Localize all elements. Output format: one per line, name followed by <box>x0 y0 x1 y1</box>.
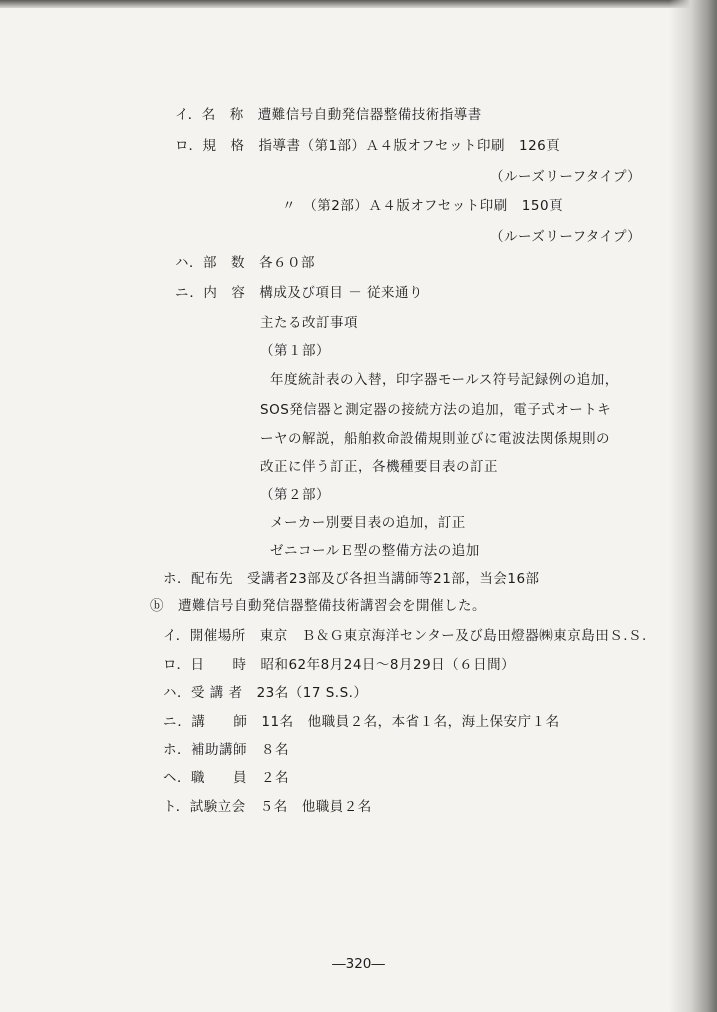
part-1-text-2: SOS発信器と測定器の接続方法の追加，電子式オートキ <box>260 402 612 418</box>
item-spec-note-1: （ルーズリーフタイプ） <box>490 169 642 185</box>
item-content-line: ニ．内 容 構成及び項目 － 従来通り <box>175 285 423 301</box>
assistant-lecturers-line: ホ．補助講師 ８名 <box>163 742 289 758</box>
part-1-text-3: ーヤの解説，船舶救命設備規則並びに電波法関係規則の <box>260 431 610 447</box>
part-1-text-1: 年度統計表の入替，印字器モールス符号記録例の追加， <box>270 372 619 388</box>
revision-heading: 主たる改訂事項 <box>260 315 358 331</box>
staff-line: ヘ．職 員 ２名 <box>163 770 289 786</box>
part-2-heading: （第２部） <box>260 487 330 503</box>
part-1-text-4: 改正に伴う訂正，各機種要目表の訂正 <box>260 459 498 475</box>
exam-witness-line: ト．試験立会 ５名 他職員２名 <box>163 799 372 815</box>
lecturers-line: ニ．講 師 11名 他職員２名，本省１名，海上保安庁１名 <box>163 714 560 730</box>
part-2-text-1: メーカー別要目表の追加，訂正 <box>270 515 466 531</box>
page-edge-shadow-right <box>669 0 717 1012</box>
part-1-heading: （第１部） <box>260 343 330 359</box>
venue-line: イ．開催場所 東京 Ｂ＆Ｇ東京海洋センター及び島田燈器㈱東京島田Ｓ.Ｓ. <box>163 628 647 644</box>
item-spec-line-2: 〃 （第2部）Ａ４版オフセット印刷 150頁 <box>282 198 564 214</box>
item-name-line: イ．名 称 遭難信号自動発信器整備技術指導書 <box>175 107 482 123</box>
item-copies-line: ハ．部 数 各６０部 <box>175 255 315 271</box>
item-spec-line: ロ．規 格 指導書（第1部）Ａ４版オフセット印刷 126頁 <box>175 138 561 154</box>
section-b-heading: ⓑ 遭難信号自動発信器整備技術講習会を開催した。 <box>150 598 486 614</box>
date-line: ロ．日 時 昭和62年8月24日～8月29日（６日間） <box>163 657 516 673</box>
item-distribution-line: ホ．配布先 受講者23部及び各担当講師等21部，当会16部 <box>163 571 540 587</box>
page-number: ―320― <box>332 956 385 972</box>
part-2-text-2: ゼニコールＥ型の整備方法の追加 <box>270 543 480 559</box>
page-edge-shadow-top <box>0 0 717 8</box>
attendees-line: ハ．受 講 者 23名（17 S.S.） <box>163 685 368 701</box>
item-spec-note-2: （ルーズリーフタイプ） <box>490 229 642 245</box>
